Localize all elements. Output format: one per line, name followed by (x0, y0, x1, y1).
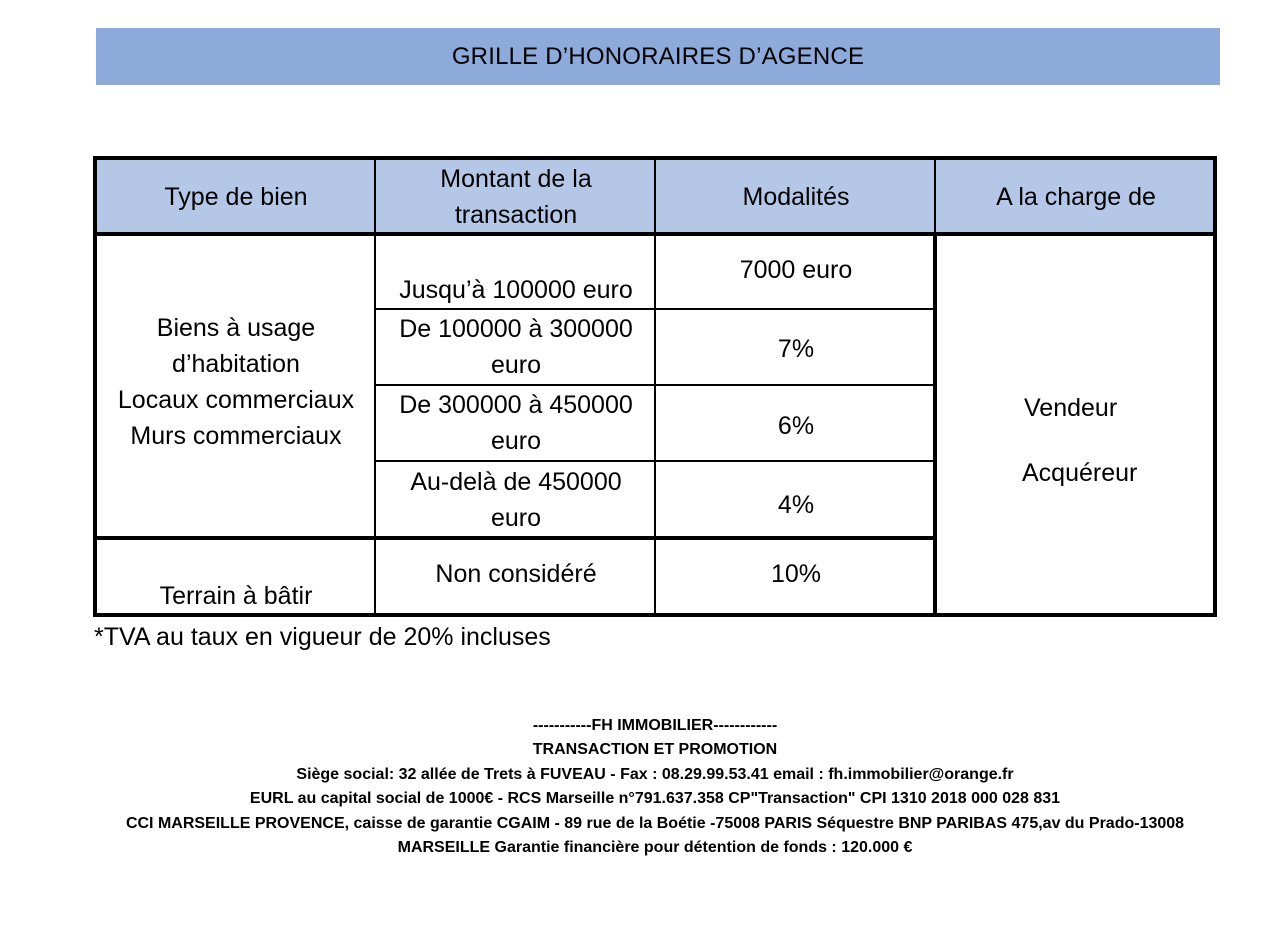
cell-montant: Jusqu’à 100000 euro (399, 276, 633, 304)
footer-line: Siège social: 32 allée de Trets à FUVEAU - Fax : 08.29.99.53.41 email : fh.immobilier@orange.fr (296, 765, 1014, 783)
vat-note: *TVA au taux en vigueur de 20% incluses (94, 623, 551, 651)
cell-montant: Non considéré (435, 560, 597, 588)
type-line: Biens à usage (156, 314, 316, 342)
table-border (93, 536, 936, 540)
cell-type-habitation (96, 234, 376, 538)
header-montant: Montant de la transaction (376, 159, 656, 234)
header-a-la-charge-de: A la charge de (936, 159, 1216, 234)
footer-line: -----------FH IMMOBILIER------------ (532, 717, 778, 734)
table-border (933, 232, 937, 617)
footer-line: EURL au capital social de 1000€ - RCS Marseille n°791.637.358 CP"Transaction" CPI 1310 2018 000 028 831 (249, 790, 1061, 808)
table-border (376, 308, 934, 310)
footer-line: CCI MARSEILLE PROVENCE, caisse de garantie CGAIM - 89 rue de la Boétie -75008 PARIS Séquestre BNP PARIBAS 475,av du Prado-13008 (125, 814, 1185, 832)
table-border (374, 156, 376, 617)
cell-montant: Au-delà de 450000 euro (410, 467, 622, 532)
table-border (1213, 156, 1217, 617)
cell-charge-vendeur: Vendeur (1024, 394, 1118, 422)
cell-type-terrain: Terrain à bâtir (159, 582, 313, 610)
footer-line: MARSEILLE Garantie financière pour détention de fonds : 120.000 € (397, 839, 913, 857)
table-border (934, 156, 936, 234)
type-line: Murs commerciaux (130, 422, 342, 450)
table-border (654, 156, 656, 617)
cell-modalite: 4% (777, 490, 815, 519)
cell-modalite: 10% (770, 560, 822, 588)
table-border (93, 156, 97, 617)
company-footer (40, 714, 1270, 860)
page-title: GRILLE D’HONORAIRES D’AGENCE (96, 28, 1220, 85)
type-line: Locaux commerciaux (117, 386, 355, 414)
cell-montant: De 300000 à 450000 euro (399, 391, 633, 455)
cell-modalite: 7% (777, 335, 815, 363)
cell-modalite: 7000 euro (739, 256, 853, 284)
header-modalites: Modalités (656, 159, 936, 234)
table-border (376, 460, 934, 462)
type-line: d’habitation (172, 350, 300, 378)
cell-charge-acquereur: Acquéreur (1022, 459, 1138, 487)
table-border (376, 384, 934, 386)
cell-modalite: 6% (777, 412, 815, 440)
footer-line: TRANSACTION ET PROMOTION (532, 741, 778, 759)
cell-montant: De 100000 à 300000 euro (399, 315, 633, 379)
header-type-de-bien: Type de bien (96, 159, 376, 234)
